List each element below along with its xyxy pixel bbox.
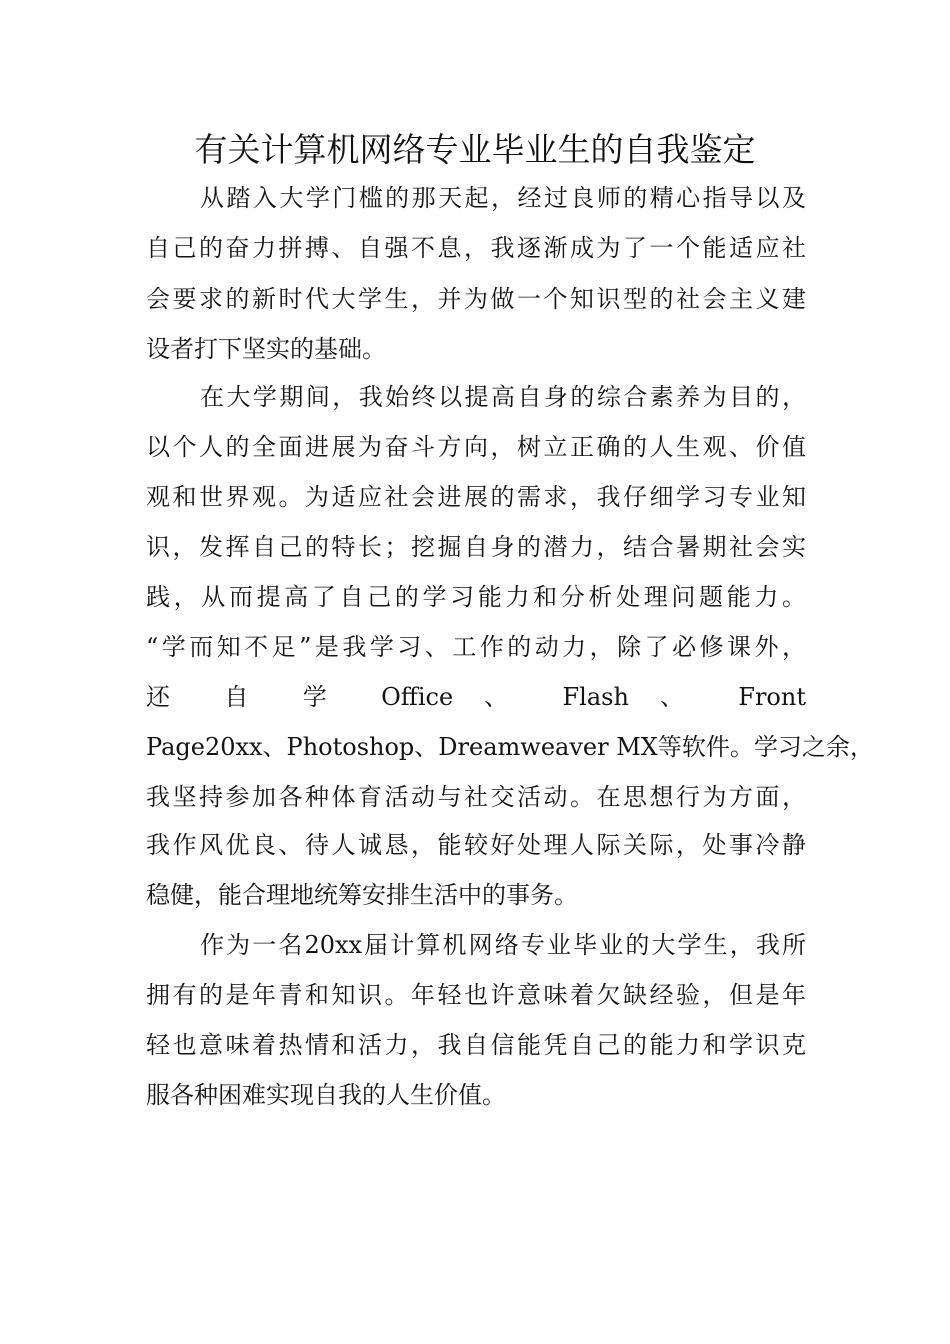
paragraph-2-line-6: “学而知不足”是我学习、工作的动力，除了必修课外， xyxy=(146,633,806,661)
paragraph-3-line-4: 服各种困难实现自我的人生价值。 xyxy=(146,1081,506,1109)
paragraph-2-line-8: Page20xx、Photoshop、Dreamweaver MX等软件。学习之余， xyxy=(146,733,874,761)
paragraph-2-line-9: 我坚持参加各种体育活动与社交活动。在思想行为方面， xyxy=(146,783,806,811)
paragraph-2-line-4: 识，发挥自己的特长；挖掘自身的潜力，结合暑期社会实 xyxy=(146,533,806,561)
paragraph-1-line-3: 会要求的新时代大学生，并为做一个知识型的社会主义建 xyxy=(146,285,806,313)
paragraph-3-line-1: 作为一名20xx届计算机网络专业毕业的大学生，我所 xyxy=(200,931,806,959)
paragraph-3-line-3: 轻也意味着热情和活力，我自信能凭自己的能力和学识克 xyxy=(146,1031,806,1059)
paragraph-1-line-1: 从踏入大学门槛的那天起，经过良师的精心指导以及 xyxy=(200,184,806,212)
paragraph-2-line-7: 还 自 学 Office 、 Flash 、 Front xyxy=(146,683,806,711)
paragraph-2-line-3: 观和世界观。为适应社会进展的需求，我仔细学习专业知 xyxy=(146,483,806,511)
paragraph-1-line-4: 设者打下坚实的基础。 xyxy=(146,335,386,363)
paragraph-2-line-1: 在大学期间，我始终以提高自身的综合素养为目的， xyxy=(200,383,806,411)
paragraph-1-line-2: 自己的奋力拼搏、自强不息，我逐渐成为了一个能适应社 xyxy=(146,234,806,262)
paragraph-2-line-11: 稳健，能合理地统筹安排生活中的事务。 xyxy=(146,881,578,909)
paragraph-2-line-2: 以个人的全面进展为奋斗方向，树立正确的人生观、价值 xyxy=(146,433,806,461)
document-title: 有关计算机网络专业毕业生的自我鉴定 xyxy=(194,130,756,169)
paragraph-2-line-10: 我作风优良、待人诚恳，能较好处理人际关际，处事冷静 xyxy=(146,831,806,859)
paragraph-2-line-5: 践，从而提高了自己的学习能力和分析处理问题能力。 xyxy=(146,583,806,611)
paragraph-3-line-2: 拥有的是年青和知识。年轻也许意味着欠缺经验，但是年 xyxy=(146,981,806,1009)
